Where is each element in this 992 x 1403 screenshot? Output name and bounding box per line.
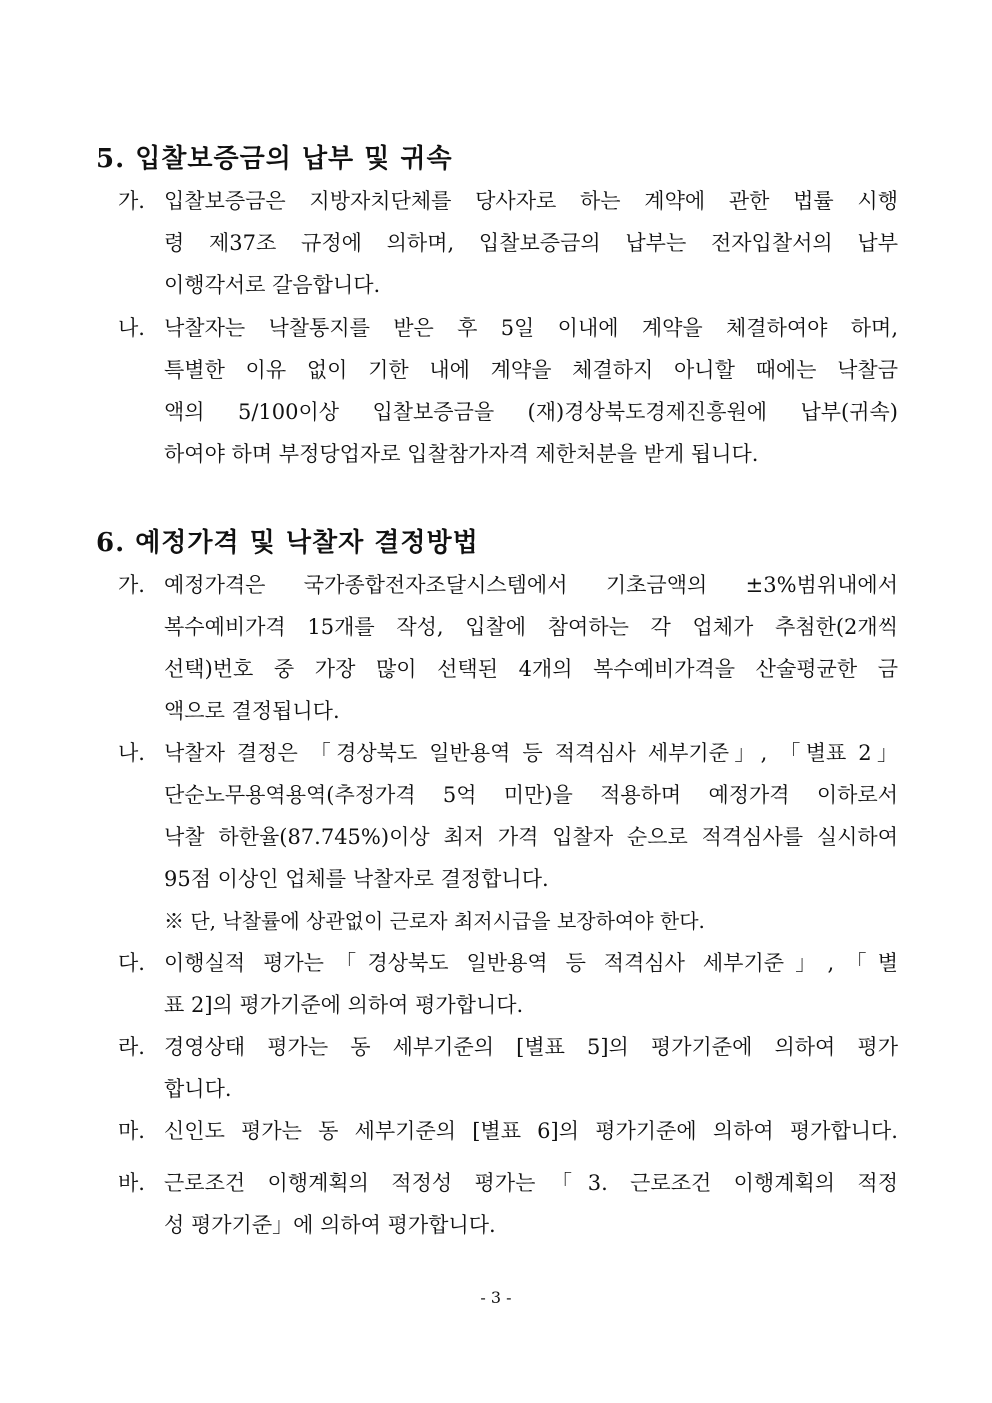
- item-line: 낙찰자는 낙찰통지를 받은 후 5일 이내에 계약을 체결하여야 하며,: [164, 316, 898, 340]
- item-line: 이행실적 평가는「경상북도 일반용역 등 적격심사 세부기준」,「별: [164, 951, 898, 975]
- item-marker: 다.: [118, 951, 145, 975]
- item-line: 합니다.: [164, 1077, 232, 1101]
- item-marker: 라.: [118, 1035, 145, 1059]
- item-marker: 나.: [118, 741, 145, 765]
- section-6-item-da: [118, 942, 898, 1026]
- item-line: 액으로 결정됩니다.: [164, 699, 340, 723]
- section-5-item-ga: [118, 180, 898, 306]
- item-line: 액의 5/100이상 입찰보증금을 (재)경상북도경제진흥원에 납부(귀속): [164, 400, 898, 424]
- section-6-item-na: [118, 732, 898, 900]
- item-marker: 가.: [118, 189, 145, 213]
- item-line: 표 2]의 평가기준에 의하여 평가합니다.: [164, 993, 524, 1017]
- item-marker: 바.: [118, 1171, 145, 1195]
- item-line: 입찰보증금은 지방자치단체를 당사자로 하는 계약에 관한 법률 시행: [164, 189, 898, 213]
- item-line: 특별한 이유 없이 기한 내에 계약을 체결하지 아니할 때에는 낙찰금: [164, 358, 898, 382]
- item-line: 예정가격은 국가종합전자조달시스템에서 기초금액의 ±3%범위내에서: [164, 573, 898, 597]
- item-line: 령 제37조 규정에 의하며, 입찰보증금의 납부는 전자입찰서의 납부: [164, 231, 898, 255]
- item-marker: 나.: [118, 316, 145, 340]
- item-line: 단순노무용역용역(추정가격 5억 미만)을 적용하며 예정가격 이하로서: [164, 783, 898, 807]
- item-line: 선택)번호 중 가장 많이 선택된 4개의 복수예비가격을 산술평균한 금: [164, 657, 898, 681]
- item-line: 복수예비가격 15개를 작성, 입찰에 참여하는 각 업체가 추첨한(2개씩: [164, 615, 898, 639]
- note-minimum-wage: ※ 단, 낙찰률에 상관없이 근로자 최저시급을 보장하여야 한다.: [164, 909, 705, 933]
- section-6-item-ra: [118, 1026, 898, 1110]
- item-line: 근로조건 이행계획의 적정성 평가는「3. 근로조건 이행계획의 적정: [164, 1171, 898, 1195]
- item-line: 낙찰자 결정은 「경상북도 일반용역 등 적격심사 세부기준」, 「별표 2」: [164, 741, 898, 765]
- section-6-title: 6. 예정가격 및 낙찰자 결정방법: [96, 528, 479, 558]
- section-6-item-ga: [118, 564, 898, 732]
- section-6-item-ma: [118, 1110, 898, 1152]
- item-line: 경영상태 평가는 동 세부기준의 [별표 5]의 평가기준에 의하여 평가: [164, 1035, 898, 1059]
- item-line: 낙찰 하한율(87.745%)이상 최저 가격 입찰자 순으로 적격심사를 실시하여: [164, 825, 898, 849]
- item-marker: 가.: [118, 573, 145, 597]
- item-marker: 마.: [118, 1119, 145, 1143]
- item-line: 95점 이상인 업체를 낙찰자로 결정합니다.: [164, 867, 549, 891]
- section-5-item-na: [118, 307, 898, 475]
- item-line: 신인도 평가는 동 세부기준의 [별표 6]의 평가기준에 의하여 평가합니다.: [164, 1119, 898, 1143]
- item-line: 하여야 하며 부정당업자로 입찰참가자격 제한처분을 받게 됩니다.: [164, 442, 759, 466]
- section-5-title: 5. 입찰보증금의 납부 및 귀속: [96, 144, 453, 174]
- section-6-item-ba: [118, 1162, 898, 1246]
- page-number: - 3 -: [480, 1288, 512, 1307]
- item-line: 이행각서로 갈음합니다.: [164, 273, 381, 297]
- item-line: 성 평가기준」에 의하여 평가합니다.: [164, 1213, 496, 1237]
